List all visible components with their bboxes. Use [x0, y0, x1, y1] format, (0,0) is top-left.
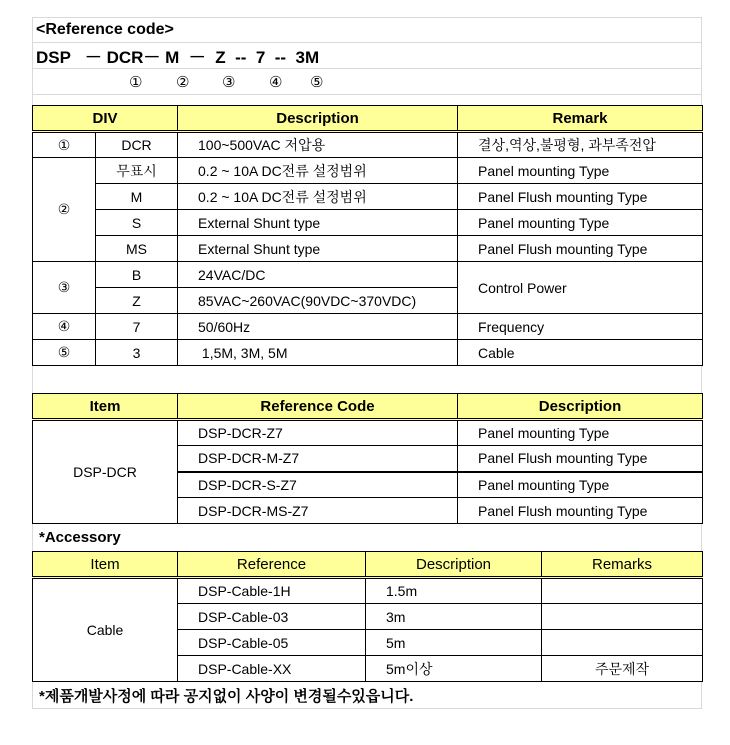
- table-row: [33, 210, 703, 236]
- accessory-table-header: [33, 552, 703, 578]
- header-description: Description: [178, 106, 458, 132]
- reference-code: DSP － DCR－ M － Z -- 7 -- 3M: [36, 48, 320, 67]
- reference-cell: DSP-Cable-XX: [178, 656, 366, 682]
- table-row: [33, 340, 703, 366]
- marker-3: ③: [222, 74, 236, 91]
- description-cell: 3m: [366, 604, 542, 630]
- div-remark: 결상,역상,불평형, 과부족전압: [458, 132, 703, 158]
- table-row: [33, 158, 703, 184]
- description-cell: Panel mounting Type: [458, 420, 703, 446]
- table-row: [33, 236, 703, 262]
- description-cell: Panel mounting Type: [458, 472, 703, 498]
- div-code: MS: [96, 236, 178, 262]
- accessory-table: [32, 551, 703, 682]
- div-code: M: [96, 184, 178, 210]
- div-number: ⑤: [33, 340, 96, 366]
- footer-note-row: [32, 682, 702, 709]
- div-remark: Cable: [458, 340, 703, 366]
- header-description: Description: [366, 552, 542, 578]
- div-description: 85VAC~260VAC(90VDC~370VDC): [178, 288, 458, 314]
- reference-cell: DSP-Cable-05: [178, 630, 366, 656]
- div-code: S: [96, 210, 178, 236]
- item-table: [32, 393, 703, 524]
- reference-code-cell: DSP-DCR-Z7: [178, 420, 458, 446]
- div-remark: Control Power: [458, 262, 703, 314]
- marker-1: ①: [129, 74, 143, 91]
- div-code: 3: [96, 340, 178, 366]
- div-number: ①: [33, 132, 96, 158]
- div-number: ③: [33, 262, 96, 314]
- header-remarks: Remarks: [542, 552, 703, 578]
- remarks-cell: [542, 604, 703, 630]
- item-name: DSP-DCR: [33, 420, 178, 524]
- div-number: ②: [33, 158, 96, 262]
- div-code: B: [96, 262, 178, 288]
- div-code: DCR: [96, 132, 178, 158]
- reference-code-sheet: [32, 17, 702, 709]
- reference-cell: DSP-Cable-1H: [178, 578, 366, 604]
- table-row: [33, 132, 703, 158]
- header-description: Description: [458, 394, 703, 420]
- footer-note: *제품개발사정에 따라 공지없이 사양이 변경될수있읍니다.: [39, 687, 414, 705]
- marker-row: [32, 69, 702, 95]
- header-item: Item: [33, 394, 178, 420]
- div-table-header: [33, 106, 703, 132]
- div-remark: Panel mounting Type: [458, 210, 703, 236]
- div-description: 100~500VAC 저압용: [178, 132, 458, 158]
- div-description: 24VAC/DC: [178, 262, 458, 288]
- div-remark: Panel Flush mounting Type: [458, 236, 703, 262]
- reference-cell: DSP-Cable-03: [178, 604, 366, 630]
- sheet-title: <Reference code>: [36, 21, 174, 38]
- description-cell: 1.5m: [366, 578, 542, 604]
- marker-5: ⑤: [310, 74, 324, 91]
- div-description: 0.2 ~ 10A DC전류 설정범위: [178, 158, 458, 184]
- remarks-cell: [542, 578, 703, 604]
- reference-code-cell: DSP-DCR-S-Z7: [178, 472, 458, 498]
- code-row: [32, 43, 702, 69]
- description-cell: 5m: [366, 630, 542, 656]
- div-description: External Shunt type: [178, 236, 458, 262]
- table-row: [33, 184, 703, 210]
- div-remark: Panel mounting Type: [458, 158, 703, 184]
- table-row: [33, 262, 703, 288]
- div-description: 0.2 ~ 10A DC전류 설정범위: [178, 184, 458, 210]
- header-reference-code: Reference Code: [178, 394, 458, 420]
- div-code: Z: [96, 288, 178, 314]
- div-description: 50/60Hz: [178, 314, 458, 340]
- div-remark: Panel Flush mounting Type: [458, 184, 703, 210]
- spacer: [32, 95, 702, 105]
- header-reference: Reference: [178, 552, 366, 578]
- header-div: DIV: [33, 106, 178, 132]
- title-row: [32, 17, 702, 43]
- description-cell: Panel Flush mounting Type: [458, 498, 703, 524]
- div-description: 1,5M, 3M, 5M: [178, 340, 458, 366]
- description-cell: Panel Flush mounting Type: [458, 446, 703, 472]
- marker-4: ④: [269, 74, 283, 91]
- reference-code-cell: DSP-DCR-M-Z7: [178, 446, 458, 472]
- div-remark: Frequency: [458, 314, 703, 340]
- remarks-cell: 주문제작: [542, 656, 703, 682]
- table-row: [33, 420, 703, 446]
- marker-2: ②: [176, 74, 190, 91]
- remarks-cell: [542, 630, 703, 656]
- div-code: 7: [96, 314, 178, 340]
- header-item: Item: [33, 552, 178, 578]
- accessory-label-row: [32, 524, 702, 551]
- description-cell: 5m이상: [366, 656, 542, 682]
- table-row: [33, 314, 703, 340]
- div-table: [32, 105, 703, 366]
- item-name: Cable: [33, 578, 178, 682]
- header-remark: Remark: [458, 106, 703, 132]
- spacer: [32, 366, 702, 393]
- div-description: External Shunt type: [178, 210, 458, 236]
- div-number: ④: [33, 314, 96, 340]
- reference-code-cell: DSP-DCR-MS-Z7: [178, 498, 458, 524]
- item-table-header: [33, 394, 703, 420]
- table-row: [33, 578, 703, 604]
- accessory-label: *Accessory: [39, 529, 121, 546]
- div-code: 무표시: [96, 158, 178, 184]
